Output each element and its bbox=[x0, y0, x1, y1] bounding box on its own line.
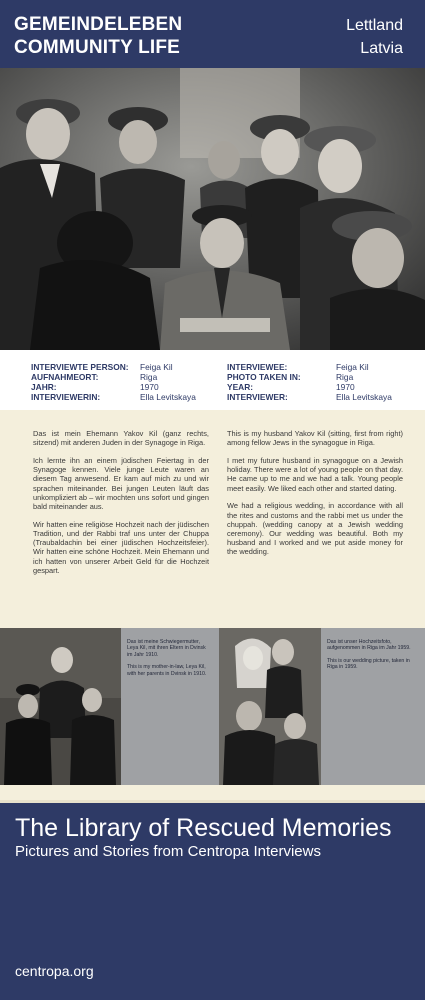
wedding-photo-1959 bbox=[219, 628, 321, 785]
story-paragraph: Das ist mein Ehemann Yakov Kil (ganz rechts, sitzend) mit anderen Juden in der Synagoge in Riga. bbox=[33, 429, 209, 448]
family-photo-1910 bbox=[0, 628, 121, 785]
meta-labels-de bbox=[31, 362, 129, 402]
caption-english: This is our wedding picture, taken in Riga in 1959. bbox=[327, 657, 410, 671]
photo-gallery bbox=[0, 628, 425, 788]
meta-label: JAHR: bbox=[31, 382, 57, 392]
title-german: GEMEINDELEBEN bbox=[14, 14, 183, 35]
wedding-photo-illustration bbox=[219, 628, 321, 785]
caption-german: Das ist meine Schwiegermutter, Leya Kil, mit ihren Eltern in Dvinsk im Jahr 1910. bbox=[127, 639, 206, 658]
country-german: Lettland bbox=[346, 17, 403, 34]
caption-box-2 bbox=[321, 628, 425, 785]
meta-value: Feiga Kil bbox=[140, 362, 173, 372]
header-bar bbox=[0, 0, 425, 68]
meta-value: Ella Levitskaya bbox=[140, 392, 196, 402]
meta-value: 1970 bbox=[140, 382, 159, 392]
story-paragraph: This is my husband Yakov Kil (sitting, first from right) among fellow Jews in the synagogue in Riga. bbox=[227, 429, 403, 448]
footer-link[interactable]: centropa.org bbox=[15, 963, 94, 979]
story-section bbox=[0, 410, 425, 630]
title-english: COMMUNITY LIFE bbox=[14, 37, 181, 58]
meta-value: Feiga Kil bbox=[336, 362, 369, 372]
caption-box-1 bbox=[121, 628, 219, 785]
meta-value: 1970 bbox=[336, 382, 355, 392]
synagogue-photo-illustration bbox=[0, 68, 425, 350]
meta-label: INTERVIEWEE: bbox=[227, 362, 288, 372]
story-paragraph: We had a religious wedding, in accordance with all the rites and customs and the rabbi met us under the chuppah. (wedding canopy at a Jewish wedding ceremony). Our wedding was beautiful. Both my husband and I worked and we put aside money for the wedding. bbox=[227, 501, 403, 557]
meta-label: INTERVIEWTE PERSON: bbox=[31, 362, 129, 372]
meta-value: Ella Levitskaya bbox=[336, 392, 392, 402]
footer bbox=[0, 800, 425, 1000]
footer-divider bbox=[0, 800, 425, 803]
caption-english: This is my mother-in-law, Leya Kil, with her parents in Dvinsk in 1910. bbox=[127, 664, 207, 677]
meta-values-de bbox=[140, 362, 196, 402]
meta-label: PHOTO TAKEN IN: bbox=[227, 372, 301, 382]
meta-label: INTERVIEWER: bbox=[227, 392, 288, 402]
meta-label: INTERVIEWERIN: bbox=[31, 392, 101, 402]
footer-title: The Library of Rescued Memories bbox=[15, 814, 392, 842]
main-photo bbox=[0, 68, 425, 350]
family-photo-illustration bbox=[0, 628, 121, 785]
story-paragraph: I met my future husband in synagogue on a Jewish holiday. There were a lot of young people on that day. He came up to me and we had a talk. Young people meet easily. We liked each other and started dating. bbox=[227, 456, 403, 493]
meta-values-en bbox=[336, 362, 392, 402]
country-english: Latvia bbox=[360, 40, 403, 57]
interview-metadata bbox=[0, 350, 425, 410]
meta-value: Riga bbox=[336, 372, 354, 382]
meta-label: AUFNAHMEORT: bbox=[31, 372, 99, 382]
header-country bbox=[346, 14, 403, 60]
story-english bbox=[227, 429, 403, 565]
meta-label: YEAR: bbox=[227, 382, 254, 392]
header-title bbox=[14, 13, 182, 59]
caption-text-2 bbox=[321, 628, 425, 671]
meta-labels-en bbox=[227, 362, 301, 402]
story-paragraph: Wir hatten eine religiöse Hochzeit nach der jüdischen Tradition, und der Rabbi traf uns unter der Chuppa (Traubaldachin bei einer jüdischen Hochzeitsfeier). Wir hatten eine schöne Hochzeit. Mein Ehemann und ich hatten von unserer Arbeit Geld für die Hochzeit gespart. bbox=[33, 519, 209, 575]
meta-value: Riga bbox=[140, 372, 158, 382]
story-paragraph: Ich lernte ihn an einem jüdischen Feiertag in der Synagoge kennen. Viele junge Leute waren an diesem Tag anwesend. Er kam auf mich zu und wir sprachen miteinander. Bei jungen Leuten läuft das unkompliziert ab – wir mochten uns sofort und gingen bald miteinander aus. bbox=[33, 456, 209, 512]
caption-text-1 bbox=[121, 628, 219, 677]
story-german bbox=[33, 429, 209, 584]
caption-german: Das ist unser Hochzeitsfoto, aufgenommen in Riga im Jahr 1959. bbox=[327, 639, 411, 652]
footer-subtitle: Pictures and Stories from Centropa Interviews bbox=[15, 843, 321, 860]
